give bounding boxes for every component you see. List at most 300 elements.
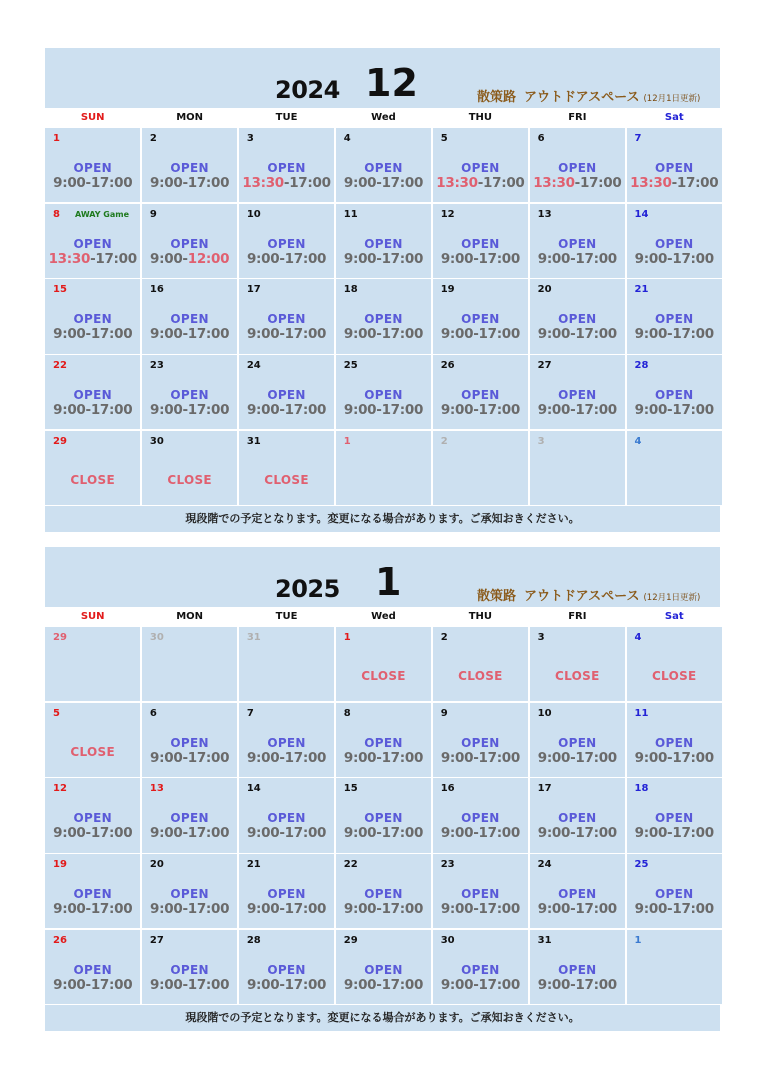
hours-part: -17:00 bbox=[85, 901, 133, 918]
hours-part: -17:00 bbox=[279, 976, 327, 993]
opening-hours bbox=[239, 825, 334, 841]
weekday-mon: MON bbox=[142, 108, 237, 128]
opening-hours bbox=[239, 326, 334, 342]
day-cell bbox=[142, 778, 237, 852]
day-cell bbox=[627, 355, 722, 429]
opening-hours bbox=[142, 825, 237, 841]
updated-note: (12月1日更新) bbox=[643, 593, 701, 603]
close-label: CLOSE bbox=[651, 669, 697, 683]
weekday-sat: Sat bbox=[627, 108, 722, 128]
open-label: OPEN bbox=[655, 811, 694, 826]
day-cell bbox=[627, 627, 722, 701]
day-cell bbox=[239, 703, 334, 777]
open-label: OPEN bbox=[655, 161, 694, 175]
day-number: 3 bbox=[537, 632, 545, 643]
day-cell bbox=[45, 431, 140, 505]
day-cell bbox=[45, 854, 140, 928]
hours-part: -17:00 bbox=[473, 901, 520, 918]
weekday-wed: Wed bbox=[336, 607, 431, 627]
opening-hours bbox=[433, 326, 528, 342]
hours-part: 9:00 bbox=[634, 402, 668, 419]
day-number: 16 bbox=[149, 284, 164, 296]
weekday-header bbox=[45, 607, 720, 627]
open-label: OPEN bbox=[558, 312, 597, 327]
hours-part: 9:00 bbox=[246, 250, 280, 267]
hours-part: 9:00 bbox=[53, 402, 86, 419]
hours-part: -17:00 bbox=[85, 825, 133, 842]
opening-hours bbox=[530, 901, 625, 917]
day-cell bbox=[336, 627, 431, 701]
day-cell bbox=[433, 778, 528, 852]
hours-part: -17:00 bbox=[570, 402, 617, 419]
day-cell bbox=[239, 930, 334, 1004]
day-cell bbox=[239, 355, 334, 429]
opening-hours bbox=[142, 326, 237, 342]
hours-part: -17:00 bbox=[376, 250, 424, 267]
hours-part: -17:00 bbox=[570, 250, 617, 267]
hours-part: 9:00 bbox=[537, 901, 571, 918]
hours-part: -17:00 bbox=[376, 175, 424, 191]
day-cell bbox=[627, 431, 722, 505]
day-cell bbox=[239, 627, 334, 701]
day-cell bbox=[142, 204, 237, 278]
day-cell bbox=[142, 854, 237, 928]
hours-part: -17:00 bbox=[376, 825, 424, 842]
weekday-wed: Wed bbox=[336, 108, 431, 128]
opening-hours bbox=[530, 251, 625, 267]
hours-part: -17:00 bbox=[667, 825, 714, 842]
open-label: OPEN bbox=[558, 236, 597, 251]
close-label: CLOSE bbox=[361, 669, 406, 683]
open-label: OPEN bbox=[364, 735, 403, 750]
day-number: 10 bbox=[246, 208, 261, 220]
day-number: 8 bbox=[53, 208, 60, 220]
footer-note: 現段階での予定となります。変更になる場合があります。ご承知おきください。 bbox=[45, 1005, 720, 1031]
opening-hours bbox=[627, 901, 722, 917]
hours-part: 12:00 bbox=[187, 250, 230, 267]
open-label: OPEN bbox=[73, 962, 112, 977]
day-cell bbox=[530, 854, 625, 928]
day-number: 15 bbox=[53, 284, 67, 296]
day-number: 5 bbox=[53, 707, 60, 719]
hours-part: -17:00 bbox=[473, 402, 520, 419]
opening-hours bbox=[627, 402, 722, 418]
open-label: OPEN bbox=[170, 735, 209, 750]
open-label: OPEN bbox=[170, 962, 209, 977]
day-number: 31 bbox=[537, 934, 552, 946]
opening-hours bbox=[336, 977, 431, 993]
day-number: 1 bbox=[634, 934, 642, 946]
open-label: OPEN bbox=[267, 236, 306, 251]
opening-hours bbox=[45, 326, 140, 342]
day-cell bbox=[627, 778, 722, 852]
open-label: OPEN bbox=[170, 388, 209, 403]
hours-part: -17:00 bbox=[477, 175, 525, 191]
weekday-tue: TUE bbox=[239, 108, 334, 128]
open-label: OPEN bbox=[655, 312, 694, 327]
hours-part: 9:00 bbox=[343, 402, 377, 419]
day-number: 29 bbox=[53, 632, 67, 643]
hours-part: 13:30 bbox=[533, 175, 575, 191]
day-cell bbox=[45, 128, 140, 202]
hours-part: 9:00 bbox=[440, 825, 474, 842]
day-number: 17 bbox=[246, 284, 261, 296]
day-cell bbox=[45, 355, 140, 429]
day-number: 25 bbox=[634, 859, 649, 871]
hours-part: 9:00 bbox=[537, 326, 571, 343]
day-cell bbox=[433, 703, 528, 777]
opening-hours bbox=[336, 402, 431, 418]
open-label: OPEN bbox=[461, 887, 500, 902]
day-cell bbox=[627, 279, 722, 353]
hours-part: -17:00 bbox=[85, 402, 133, 419]
venue-area: アウトドアスペース bbox=[524, 90, 640, 105]
day-number: 31 bbox=[246, 632, 261, 643]
day-cell bbox=[45, 627, 140, 701]
opening-hours bbox=[433, 977, 528, 993]
day-cell bbox=[336, 703, 431, 777]
day-cell bbox=[627, 854, 722, 928]
hours-part: 9:00 bbox=[537, 749, 571, 766]
open-label: OPEN bbox=[461, 236, 500, 251]
opening-hours bbox=[239, 901, 334, 917]
hours-part: -17:00 bbox=[667, 749, 714, 766]
day-number: 21 bbox=[246, 859, 261, 871]
weekday-tue: TUE bbox=[239, 607, 334, 627]
day-cell bbox=[627, 703, 722, 777]
day-grid bbox=[45, 627, 720, 1004]
close-label: CLOSE bbox=[70, 472, 115, 487]
day-number: 3 bbox=[246, 133, 254, 144]
day-number: 18 bbox=[634, 783, 649, 795]
day-number: 30 bbox=[149, 632, 164, 643]
day-number: 21 bbox=[634, 284, 649, 296]
hours-part: 9:00 bbox=[440, 326, 474, 343]
day-cell bbox=[142, 355, 237, 429]
hours-part: 13:30 bbox=[48, 250, 91, 267]
hours-part: -17:00 bbox=[376, 402, 424, 419]
day-cell bbox=[433, 128, 528, 202]
day-cell bbox=[336, 854, 431, 928]
hours-part: 9:00 bbox=[53, 825, 86, 842]
day-number: 28 bbox=[246, 934, 261, 946]
hours-part: -17:00 bbox=[283, 175, 331, 191]
opening-hours bbox=[530, 326, 625, 342]
hours-part: -17:00 bbox=[182, 326, 230, 343]
opening-hours bbox=[433, 251, 528, 267]
open-label: OPEN bbox=[267, 887, 306, 902]
day-number: 4 bbox=[343, 133, 351, 144]
hours-part: -17:00 bbox=[671, 175, 719, 191]
open-label: OPEN bbox=[461, 388, 500, 403]
opening-hours bbox=[45, 977, 140, 993]
open-label: OPEN bbox=[364, 887, 403, 902]
hours-part: 9:00 bbox=[53, 326, 86, 343]
day-number: 7 bbox=[634, 133, 642, 144]
hours-part: 9:00 bbox=[343, 825, 377, 842]
hours-part: -17:00 bbox=[570, 901, 617, 918]
hours-part: -17:00 bbox=[279, 326, 327, 343]
day-number: 6 bbox=[149, 707, 157, 719]
weekday-sun: SUN bbox=[45, 607, 140, 627]
day-cell bbox=[530, 930, 625, 1004]
day-number: 20 bbox=[537, 284, 552, 296]
open-label: OPEN bbox=[461, 161, 500, 175]
day-number: 26 bbox=[440, 360, 455, 372]
hours-part: 13:30 bbox=[242, 175, 284, 191]
day-cell bbox=[433, 431, 528, 505]
opening-hours bbox=[142, 750, 237, 766]
day-number: 29 bbox=[343, 934, 358, 946]
calendar-december-2024 bbox=[45, 48, 720, 537]
day-number: 15 bbox=[343, 783, 358, 795]
hours-part: -17:00 bbox=[279, 749, 327, 766]
day-number: 12 bbox=[53, 783, 67, 795]
hours-part: 9:00 bbox=[343, 250, 377, 267]
footer-note: 現段階での予定となります。変更になる場合があります。ご承知おきください。 bbox=[45, 506, 720, 532]
hours-part: 9:00- bbox=[150, 250, 188, 267]
open-label: OPEN bbox=[170, 312, 209, 327]
weekday-fri: FRI bbox=[530, 607, 625, 627]
hours-part: 9:00 bbox=[246, 326, 280, 343]
open-label: OPEN bbox=[73, 811, 112, 826]
hours-part: 9:00 bbox=[150, 402, 183, 419]
opening-hours bbox=[239, 750, 334, 766]
day-number: 30 bbox=[149, 435, 164, 447]
day-number: 4 bbox=[634, 435, 642, 447]
day-number: 1 bbox=[343, 435, 351, 447]
day-number: 17 bbox=[537, 783, 552, 795]
open-label: OPEN bbox=[461, 312, 500, 327]
opening-hours bbox=[433, 402, 528, 418]
hours-part: -17:00 bbox=[376, 976, 424, 993]
day-number: 14 bbox=[246, 783, 261, 795]
hours-part: 9:00 bbox=[246, 825, 280, 842]
day-cell bbox=[142, 128, 237, 202]
opening-hours bbox=[45, 402, 140, 418]
hours-part: 9:00 bbox=[150, 749, 183, 766]
weekday-thu: THU bbox=[433, 607, 528, 627]
hours-part: 9:00 bbox=[246, 749, 280, 766]
hours-part: -17:00 bbox=[667, 901, 714, 918]
hours-part: 9:00 bbox=[537, 825, 571, 842]
calendar-header bbox=[45, 547, 720, 607]
opening-hours bbox=[239, 977, 334, 993]
open-label: OPEN bbox=[558, 735, 597, 750]
hours-part: 9:00 bbox=[634, 749, 668, 766]
opening-hours bbox=[627, 825, 722, 841]
hours-part: 9:00 bbox=[343, 749, 377, 766]
hours-part: -17:00 bbox=[473, 326, 520, 343]
hours-part: 9:00 bbox=[440, 250, 474, 267]
open-label: OPEN bbox=[364, 312, 403, 327]
hours-part: -17:00 bbox=[667, 326, 714, 343]
hours-part: -17:00 bbox=[376, 326, 424, 343]
opening-hours bbox=[433, 750, 528, 766]
open-label: OPEN bbox=[170, 236, 209, 251]
opening-hours bbox=[142, 175, 237, 191]
day-cell bbox=[530, 627, 625, 701]
venue-name: 散策路 bbox=[477, 589, 517, 604]
hours-part: 9:00 bbox=[634, 250, 668, 267]
open-label: OPEN bbox=[558, 161, 597, 175]
hours-part: 9:00 bbox=[343, 175, 377, 191]
day-cell bbox=[530, 204, 625, 278]
day-number: 9 bbox=[149, 208, 157, 220]
opening-hours bbox=[45, 825, 140, 841]
hours-part: -17:00 bbox=[574, 175, 622, 191]
day-number: 20 bbox=[149, 859, 164, 871]
day-number: 22 bbox=[343, 859, 358, 871]
opening-hours bbox=[433, 901, 528, 917]
day-cell bbox=[45, 279, 140, 353]
day-cell bbox=[142, 431, 237, 505]
day-cell bbox=[336, 279, 431, 353]
day-cell bbox=[530, 128, 625, 202]
day-number: 3 bbox=[537, 435, 545, 447]
close-label: CLOSE bbox=[70, 744, 115, 759]
day-note: AWAY Game bbox=[75, 209, 130, 219]
opening-hours bbox=[45, 251, 140, 267]
day-number: 11 bbox=[634, 707, 649, 719]
day-cell bbox=[530, 778, 625, 852]
opening-hours bbox=[530, 175, 625, 191]
hours-part: 9:00 bbox=[537, 402, 571, 419]
open-label: OPEN bbox=[558, 962, 597, 977]
hours-part: 9:00 bbox=[440, 749, 474, 766]
hours-part: 9:00 bbox=[440, 402, 474, 419]
day-cell bbox=[239, 431, 334, 505]
hours-part: -17:00 bbox=[279, 825, 327, 842]
day-cell bbox=[336, 930, 431, 1004]
opening-hours bbox=[45, 901, 140, 917]
day-number: 5 bbox=[440, 133, 448, 144]
hours-part: 9:00 bbox=[634, 326, 668, 343]
day-number: 1 bbox=[343, 632, 351, 643]
hours-part: -17:00 bbox=[667, 250, 714, 267]
opening-hours bbox=[142, 402, 237, 418]
day-cell bbox=[239, 128, 334, 202]
open-label: OPEN bbox=[364, 161, 403, 175]
day-cell bbox=[530, 355, 625, 429]
hours-part: 9:00 bbox=[53, 175, 86, 191]
opening-hours bbox=[336, 750, 431, 766]
opening-hours bbox=[433, 825, 528, 841]
day-grid bbox=[45, 128, 720, 505]
updated-note: (12月1日更新) bbox=[643, 94, 701, 104]
day-number: 2 bbox=[440, 632, 448, 643]
day-number: 8 bbox=[343, 707, 351, 719]
day-cell bbox=[336, 128, 431, 202]
hours-part: 9:00 bbox=[343, 976, 377, 993]
hours-part: -17:00 bbox=[667, 402, 714, 419]
day-number: 16 bbox=[440, 783, 455, 795]
close-label: CLOSE bbox=[264, 472, 309, 487]
open-label: OPEN bbox=[267, 388, 306, 403]
weekday-sat: Sat bbox=[627, 607, 722, 627]
day-cell bbox=[336, 204, 431, 278]
day-cell bbox=[627, 930, 722, 1004]
day-cell bbox=[142, 703, 237, 777]
day-number: 2 bbox=[149, 133, 157, 144]
day-number: 10 bbox=[537, 707, 552, 719]
day-number: 25 bbox=[343, 360, 358, 372]
hours-part: -17:00 bbox=[182, 901, 230, 918]
day-number: 2 bbox=[440, 435, 448, 447]
day-number: 29 bbox=[53, 435, 67, 447]
hours-part: 9:00 bbox=[537, 976, 571, 993]
day-number: 12 bbox=[440, 208, 455, 220]
day-number: 19 bbox=[53, 859, 67, 871]
opening-hours bbox=[627, 175, 722, 191]
year-label: 2024 bbox=[275, 76, 340, 104]
hours-part: -17:00 bbox=[473, 976, 520, 993]
day-cell bbox=[433, 279, 528, 353]
day-number: 27 bbox=[537, 360, 552, 372]
day-cell bbox=[336, 355, 431, 429]
hours-part: -17:00 bbox=[182, 749, 230, 766]
open-label: OPEN bbox=[655, 735, 694, 750]
weekday-mon: MON bbox=[142, 607, 237, 627]
open-label: OPEN bbox=[73, 887, 112, 902]
open-label: OPEN bbox=[170, 161, 209, 175]
weekday-header bbox=[45, 108, 720, 128]
hours-part: 9:00 bbox=[634, 901, 668, 918]
day-cell bbox=[239, 204, 334, 278]
hours-part: 9:00 bbox=[246, 402, 280, 419]
hours-part: 9:00 bbox=[440, 901, 474, 918]
hours-part: -17:00 bbox=[473, 825, 520, 842]
day-cell bbox=[142, 279, 237, 353]
open-label: OPEN bbox=[170, 887, 209, 902]
hours-part: -17:00 bbox=[570, 976, 617, 993]
open-label: OPEN bbox=[73, 312, 112, 327]
hours-part: -17:00 bbox=[182, 825, 230, 842]
hours-part: -17:00 bbox=[570, 749, 617, 766]
day-number: 6 bbox=[537, 133, 545, 144]
opening-hours bbox=[627, 750, 722, 766]
day-cell bbox=[45, 930, 140, 1004]
open-label: OPEN bbox=[170, 811, 209, 826]
open-label: OPEN bbox=[73, 388, 112, 403]
day-number: 7 bbox=[246, 707, 254, 719]
hours-part: -17:00 bbox=[473, 250, 520, 267]
open-label: OPEN bbox=[655, 388, 694, 403]
day-number: 14 bbox=[634, 208, 649, 220]
opening-hours bbox=[142, 251, 237, 267]
hours-part: -17:00 bbox=[279, 402, 327, 419]
day-cell bbox=[433, 355, 528, 429]
day-number: 24 bbox=[246, 360, 261, 372]
opening-hours bbox=[433, 175, 528, 191]
close-label: CLOSE bbox=[458, 669, 503, 683]
weekday-thu: THU bbox=[433, 108, 528, 128]
weekday-sun: SUN bbox=[45, 108, 140, 128]
hours-part: 9:00 bbox=[150, 976, 183, 993]
year-label: 2025 bbox=[275, 575, 340, 603]
day-number: 9 bbox=[440, 707, 448, 719]
day-number: 23 bbox=[440, 859, 455, 871]
day-cell bbox=[45, 778, 140, 852]
open-label: OPEN bbox=[267, 962, 306, 977]
calendar-january-2025 bbox=[45, 547, 720, 1036]
open-label: OPEN bbox=[73, 236, 112, 251]
day-number: 27 bbox=[149, 934, 164, 946]
open-label: OPEN bbox=[267, 811, 306, 826]
hours-part: 9:00 bbox=[150, 326, 183, 343]
opening-hours bbox=[530, 402, 625, 418]
hours-part: -17:00 bbox=[279, 250, 327, 267]
